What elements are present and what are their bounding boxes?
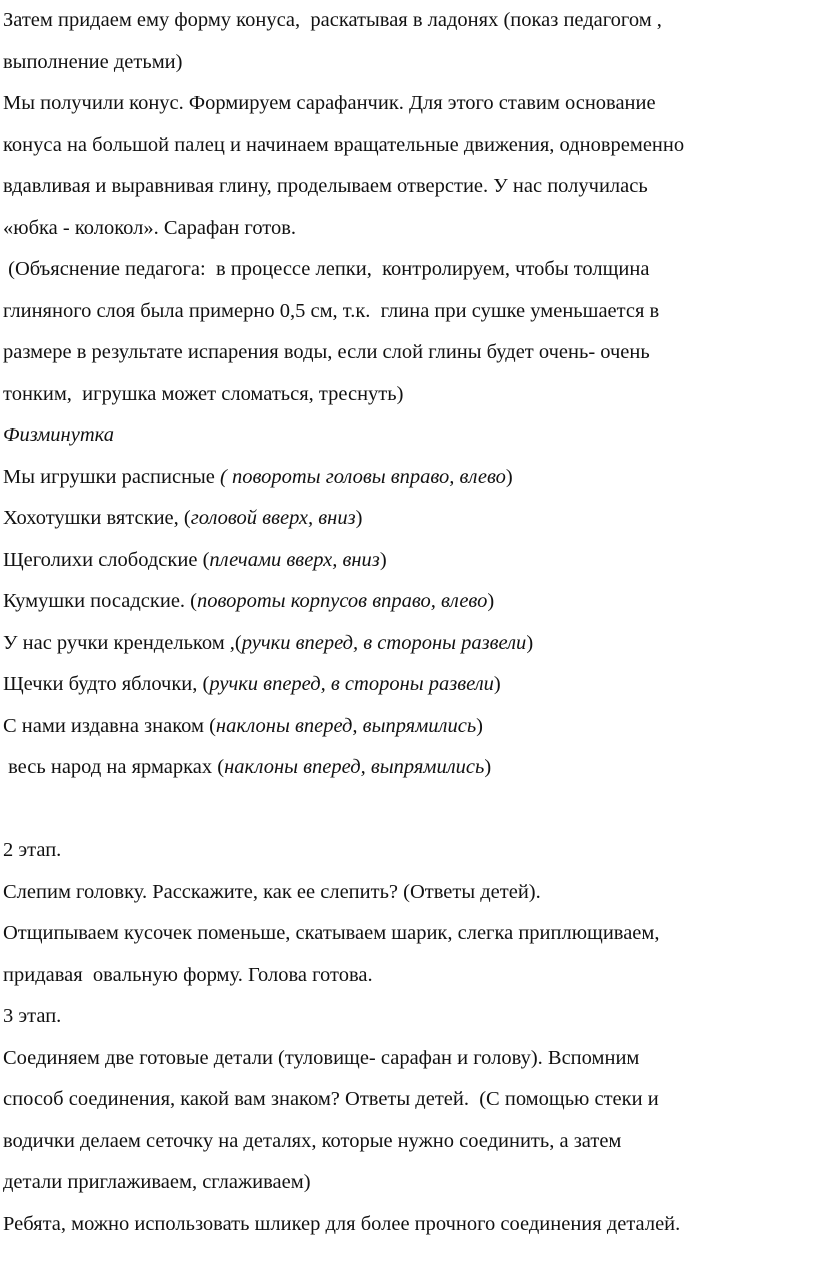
- paragraph-teacher-explanation: [3, 249, 813, 415]
- verse-line: [3, 540, 813, 582]
- fizminutka-verses: [3, 457, 813, 789]
- verse-close-paren: ): [526, 631, 534, 654]
- verse-close-paren: ): [493, 673, 501, 695]
- verse-text: Хохотушки вятские,: [3, 507, 184, 529]
- fizminutka-heading: Физминутка: [3, 424, 114, 446]
- text-line: детали приглаживаем, сглаживаем): [3, 1171, 311, 1193]
- verse-text: Щечки будто яблочки,: [3, 673, 203, 695]
- verse-line: [3, 747, 813, 789]
- verse-line: [3, 623, 813, 665]
- paragraph-cone-shape: [3, 0, 813, 83]
- verse-line: [3, 498, 813, 540]
- verse-close-paren: ): [484, 756, 492, 778]
- text-line: Мы получили конус. Формируем сарафанчик. Для этого ставим основание: [3, 92, 656, 114]
- stage-2-section: [3, 830, 813, 996]
- verse-open-paren: (: [190, 590, 197, 612]
- text-line: выполнение детьми): [3, 50, 183, 73]
- text-line: (Объяснение педагога: в процессе лепки, контролируем, чтобы толщина: [3, 258, 650, 280]
- verse-close-paren: ): [355, 507, 363, 529]
- verse-text: Щеголихи слободские: [3, 548, 203, 571]
- text-line: Соединяем две готовые детали (туловище- сарафан и голову). Вспомним: [3, 1046, 640, 1069]
- text-line: придавая овальную форму. Голова готова.: [3, 963, 373, 986]
- text-line: «юбка - колокол». Сарафан готов.: [3, 216, 297, 239]
- verse-text: весь народ на ярмарках: [3, 756, 218, 778]
- blank-line: [3, 789, 813, 831]
- text-line: водички делаем сеточку на деталях, которые нужно соединить, а затем: [3, 1129, 622, 1152]
- verse-action: наклоны вперед, выпрямились: [215, 714, 477, 737]
- text-line: глиняного слоя была примерно 0,5 см, т.к. глина при сушке уменьшается в: [3, 299, 660, 322]
- stage-3-section: [3, 996, 813, 1245]
- verse-action: повороты корпусов вправо, влево: [197, 590, 488, 612]
- text-line: Отщипываем кусочек поменьше, скатываем шарик, слегка приплющиваем,: [3, 922, 660, 944]
- text-line: Ребята, можно использовать шликер для более прочного соединения деталей.: [3, 1212, 681, 1235]
- verse-close-paren: ): [476, 714, 483, 737]
- verse-close-paren: ): [505, 465, 513, 488]
- verse-text: С нами издавна знаком: [3, 714, 210, 737]
- document-page: [3, 0, 813, 1245]
- verse-line: [3, 581, 813, 623]
- verse-open-paren: (: [217, 756, 225, 778]
- verse-open-paren: (: [202, 673, 210, 695]
- verse-line: [3, 457, 813, 499]
- verse-text: У нас ручки крендельком ,: [3, 631, 235, 654]
- stage-2-title: 2 этап.: [3, 839, 62, 861]
- text-line: способ соединения, какой вам знаком? Ответы детей. (С помощью стеки и: [3, 1088, 659, 1110]
- verse-line: [3, 664, 813, 706]
- text-line: Затем придаем ему форму конуса, раскатывая в ладонях (показ педагогом ,: [3, 9, 662, 31]
- verse-close-paren: ): [487, 590, 495, 612]
- stage-3-title: 3 этап.: [3, 1005, 62, 1027]
- text-line: вдавливая и выравнивая глину, проделываем отверстие. У нас получилась: [3, 175, 648, 197]
- verse-action: головой вверх, вниз: [190, 507, 356, 529]
- text-line: конуса на большой палец и начинаем вращательные движения, одновременно: [3, 133, 685, 156]
- verse-text: Кумушки посадские.: [3, 590, 191, 612]
- verse-open-paren: (: [209, 714, 216, 737]
- verse-close-paren: ): [379, 548, 387, 571]
- verse-open-paren: (: [183, 507, 191, 529]
- verse-action: ручки вперед, в стороны развели: [209, 673, 494, 695]
- verse-open-paren: (: [234, 631, 242, 654]
- text-line: Слепим головку. Расскажите, как ее слепить? (Ответы детей).: [3, 880, 541, 903]
- verse-line: [3, 706, 813, 748]
- verse-action: ( повороты головы вправо, влево: [220, 465, 506, 488]
- text-line: размере в результате испарения воды, если слой глины будет очень- очень: [3, 341, 650, 363]
- verse-open-paren: (: [202, 548, 210, 571]
- paragraph-sarafan: [3, 83, 813, 249]
- text-line: тонким, игрушка может сломаться, треснуть): [3, 382, 404, 405]
- verse-text: Мы игрушки расписные: [3, 465, 221, 488]
- verse-action: наклоны вперед, выпрямились: [224, 756, 485, 778]
- verse-action: ручки вперед, в стороны развели: [241, 631, 527, 654]
- verse-action: плечами вверх, вниз: [209, 548, 380, 571]
